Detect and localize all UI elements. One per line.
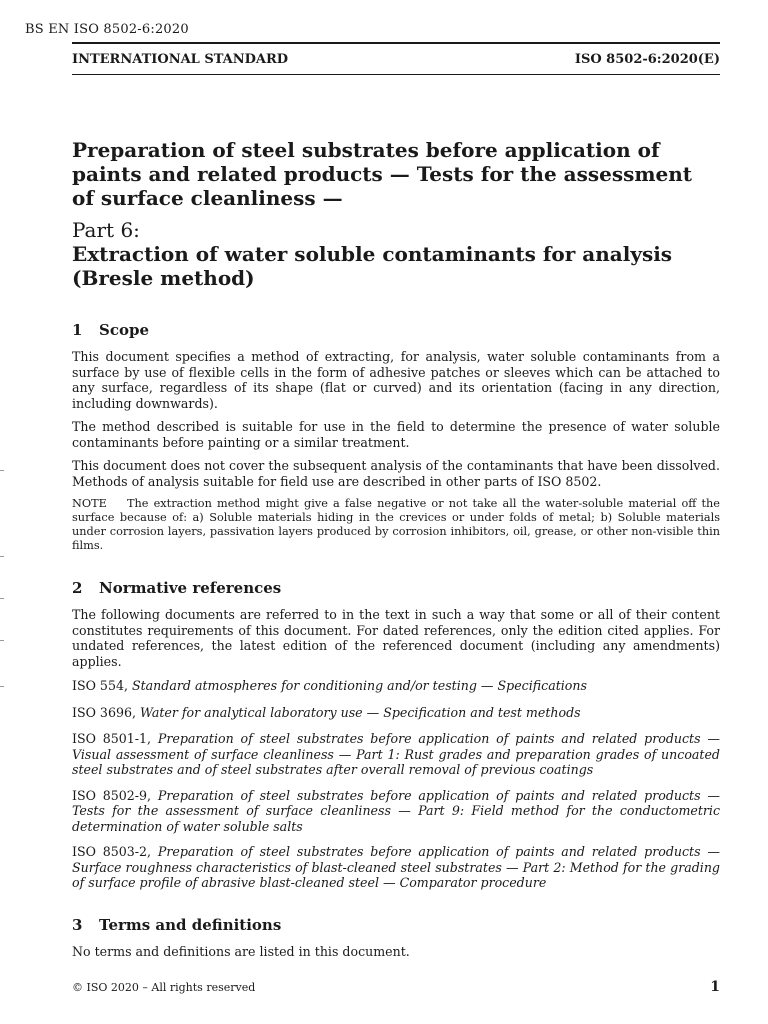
scope-paragraph: This document specifies a method of extracting, for analysis, water soluble contaminants from a surface by use of flexible cells in the form of adhesive patches or sleeves which can be attached to any surface, regardless of its shape (flat or curved) and its orientation (facing in any direction, including downwards). [72, 349, 720, 411]
section-title: Normative references [99, 579, 282, 597]
scan-edge-mark [0, 640, 4, 641]
scan-edge-mark [0, 470, 4, 471]
reference-code: ISO 8503-2, [72, 844, 158, 859]
reference-title: Standard atmospheres for conditioning and/or testing — Specifications [131, 678, 587, 693]
terms-text: No terms and definitions are listed in this document. [72, 943, 410, 959]
reference-title: Preparation of steel substrates before application of paints and related products — Tests for the assessment of surface cleanliness — Part 9: Field method for the conductometric determination of water soluble salts [72, 787, 720, 834]
scan-edge-mark [0, 598, 4, 599]
part-label: Part 6: [72, 218, 140, 242]
scan-edge-mark [0, 556, 4, 557]
reference-title: Preparation of steel substrates before application of paints and related products — Visual assessment of surface cleanliness — Part 1: Rust grades and preparation grades of uncoated steel substrates and of steel substrates after overall removal of previous coatings [72, 731, 720, 777]
normative-reference [72, 705, 720, 721]
reference-code: ISO 554, [72, 678, 132, 693]
section-number: 3 [72, 915, 83, 934]
normative-reference [72, 788, 720, 835]
part-title: Extraction of water soluble contaminants for analysis (Bresle method) [72, 242, 673, 290]
scope-paragraph: The method described is suitable for use in the field to determine the presence of water soluble contaminants before painting or a similar treatment. [72, 419, 720, 450]
section-heading-scope [72, 320, 720, 340]
reference-title: Water for analytical laboratory use — Specification and test methods [140, 704, 581, 720]
scope-paragraph: This document does not cover the subsequent analysis of the contaminants that have been dissolved. Methods of analysis suitable for field use are described in other parts of ISO 8502. [72, 458, 720, 489]
note-text: The extraction method might give a false negative or not take all the water-soluble material off the surface because of: a) Soluble materials hiding in the crevices or under folds of metal; b) Soluble materials under corrosion layers, passivation layers produced by corrosion inhibitors, oil, grease, or other non-visible thin films. [72, 497, 720, 552]
normative-reference [72, 731, 720, 778]
section-title: Scope [99, 321, 150, 339]
document-title: Preparation of steel substrates before application of paints and related products — Tests for the assessment of surface cleanliness — [72, 138, 693, 210]
normative-intro: The following documents are referred to in the text in such a way that some or all of their content constitutes requirements of this document. For dated references, only the edition cited applies. For undated references, the latest edition of the referenced document (including any amendments) applies. [72, 607, 720, 669]
note-label: NOTE [72, 497, 107, 510]
scan-edge-mark [0, 686, 4, 687]
section-number: 2 [72, 579, 83, 597]
section-heading-normative-references [72, 578, 720, 598]
scope-note [72, 497, 720, 553]
normative-reference [72, 678, 720, 694]
copyright-notice: © ISO 2020 – All rights reserved [72, 981, 256, 994]
normative-reference [72, 844, 720, 891]
page-number: 1 [710, 979, 720, 995]
header-standard-number: ISO 8502-6:2020(E) [574, 51, 720, 67]
reference-code: ISO 8502-9, [72, 787, 158, 803]
standard-header-bar [72, 42, 720, 75]
reference-code: ISO 3696, [72, 704, 140, 720]
document-id: BS EN ISO 8502-6:2020 [25, 22, 189, 37]
section-heading-terms-and-definitions [72, 915, 720, 935]
section-number: 1 [72, 321, 83, 339]
header-standard-type: INTERNATIONAL STANDARD [72, 51, 289, 67]
reference-code: ISO 8501-1, [72, 731, 158, 746]
reference-title: Preparation of steel substrates before application of paints and related products — Surface roughness characteristics of blast-cleaned steel substrates — Part 2: Method for the grading of surface profile of abrasive blast-cleaned steel — Comparator procedure [72, 844, 720, 890]
section-title: Terms and definitions [99, 915, 282, 934]
document-body [72, 138, 720, 959]
page-footer [72, 979, 720, 995]
